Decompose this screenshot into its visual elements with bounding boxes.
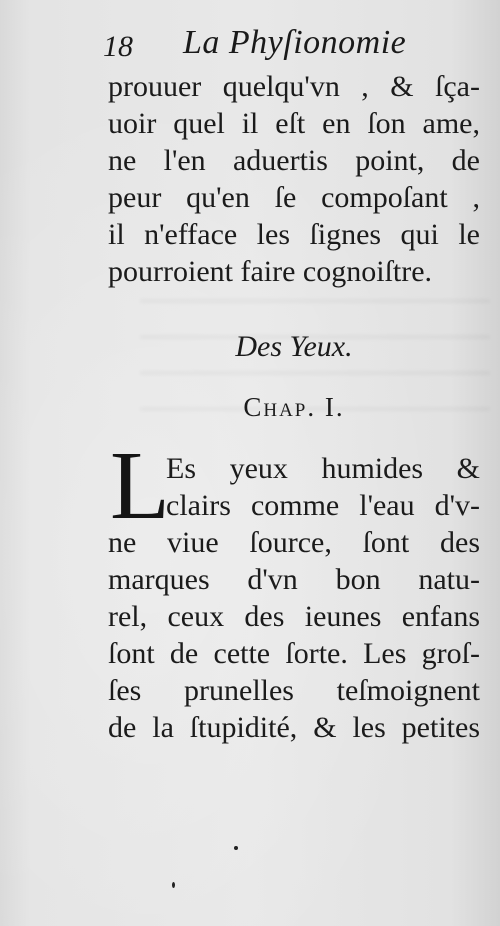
text-line: de la ſtupidité, & les petites — [108, 711, 480, 744]
page-number: 18 — [103, 30, 133, 63]
text-line: ſont de cette ſorte. Les groſ- — [108, 637, 480, 670]
text-line: Es yeux humides & — [166, 452, 480, 485]
chapter-heading: Chap. I. — [243, 392, 345, 422]
text-line: marques d'vn bon natu- — [108, 563, 480, 596]
text-line: pourroient faire cognoiſtre. — [108, 255, 433, 288]
text-line: ne l'en aduertis point, de — [108, 144, 480, 177]
text-line: prouuer quelqu'vn , & ſça- — [108, 70, 480, 103]
text-line: peur qu'en ſe compoſant , — [108, 181, 480, 214]
text-line: uoir quel il eſt en ſon ame, — [108, 107, 480, 140]
body-paragraph — [108, 68, 480, 290]
drop-cap: L — [110, 432, 170, 540]
running-head — [103, 24, 483, 68]
ink-speck — [172, 882, 175, 888]
text-line: rel, ceux des ieunes enfans — [108, 600, 480, 633]
section-title: Des Yeux. — [235, 330, 353, 363]
text-line: ne viue ſource, ſont des — [108, 526, 480, 559]
chapter-paragraph — [108, 432, 480, 746]
text-line: ſes prunelles teſmoignent — [108, 674, 480, 707]
text-line: clairs comme l'eau d'v- — [166, 489, 480, 522]
ink-speck — [234, 846, 238, 850]
text-line: il n'efface les ſignes qui le — [108, 218, 480, 251]
running-title: La Phyſionomie — [183, 24, 407, 61]
